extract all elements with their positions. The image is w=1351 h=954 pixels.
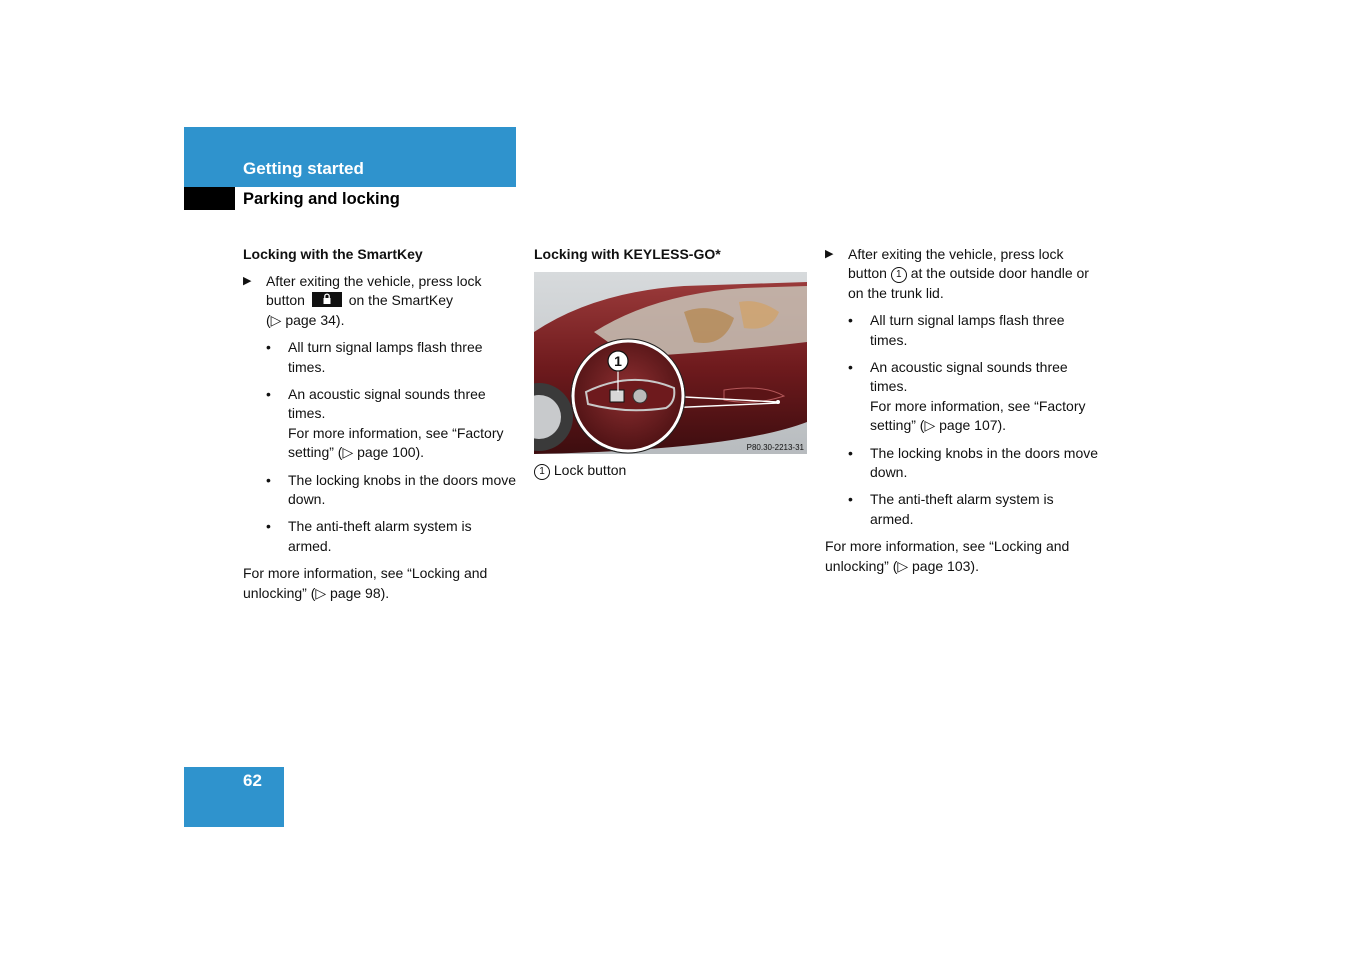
smartkey-step — [243, 272, 518, 330]
section-title: Getting started — [243, 159, 364, 178]
list-item: • The locking knobs in the doors move down. — [848, 444, 1099, 481]
smartkey-results-list — [243, 338, 518, 556]
column-keyless-go-steps — [825, 245, 1100, 576]
list-item: • All turn signal lamps flash three times. — [848, 312, 1065, 348]
car-door-handle-photo — [534, 272, 807, 454]
caption-number: 1 — [534, 464, 550, 480]
list-item: • All turn signal lamps flash three times. — [266, 339, 483, 375]
keyless-go-heading: Locking with KEYLESS-GO* — [534, 246, 721, 262]
arrow-right-icon: ▶ — [825, 248, 834, 260]
subsection-title: Parking and locking — [243, 190, 400, 208]
column-smartkey — [243, 245, 518, 603]
column-keyless-go — [534, 245, 809, 480]
keyless-results-list — [825, 311, 1100, 529]
smartkey-step-text-a: After exiting the vehicle, press lock button — [266, 273, 482, 309]
list-item: • An acoustic signal sounds three times. For more information, see “Factory setting” (▷ page 107). — [848, 359, 1086, 434]
arrow-right-icon: ▶ — [243, 275, 252, 287]
lock-button-number: 1 — [891, 267, 907, 283]
smartkey-step-text-b: on the SmartKey — [348, 292, 453, 309]
subsection-marker — [184, 187, 235, 210]
lock-key-icon — [312, 292, 342, 307]
caption-text: Lock button — [553, 462, 627, 478]
factory-setting-note: For more information, see “Factory setting” (▷ page 100). — [288, 424, 504, 461]
smartkey-more-info: For more information, see “Locking and unlocking” (▷ page 98). — [243, 565, 488, 601]
list-item: • The anti-theft alarm system is armed. — [848, 491, 1054, 527]
smartkey-heading: Locking with the SmartKey — [243, 246, 423, 262]
smartkey-step-page-ref: (▷ page 34). — [266, 311, 345, 328]
list-item: • The anti-theft alarm system is armed. — [266, 518, 472, 554]
keyless-step-text-b: at the outside door handle or on the trunk lid. — [848, 265, 1089, 301]
figure-code: P80.30-2213-31 — [746, 443, 804, 452]
callout-number: 1 — [614, 353, 622, 369]
list-item: • An acoustic signal sounds three times. For more information, see “Factory setting” (▷ page 100). — [266, 386, 504, 461]
page-number: 62 — [243, 771, 262, 790]
figure-caption — [534, 461, 809, 480]
factory-setting-note: For more information, see “Factory setting” (▷ page 107). — [870, 397, 1086, 434]
keyless-step-text-a: After exiting the vehicle, press lock button — [848, 246, 1064, 282]
keyless-more-info: For more information, see “Locking and unlocking” (▷ page 103). — [825, 538, 1070, 574]
page-number-tab — [184, 767, 284, 827]
list-item: • The locking knobs in the doors move down. — [266, 471, 517, 508]
keyless-go-step — [825, 245, 1100, 303]
